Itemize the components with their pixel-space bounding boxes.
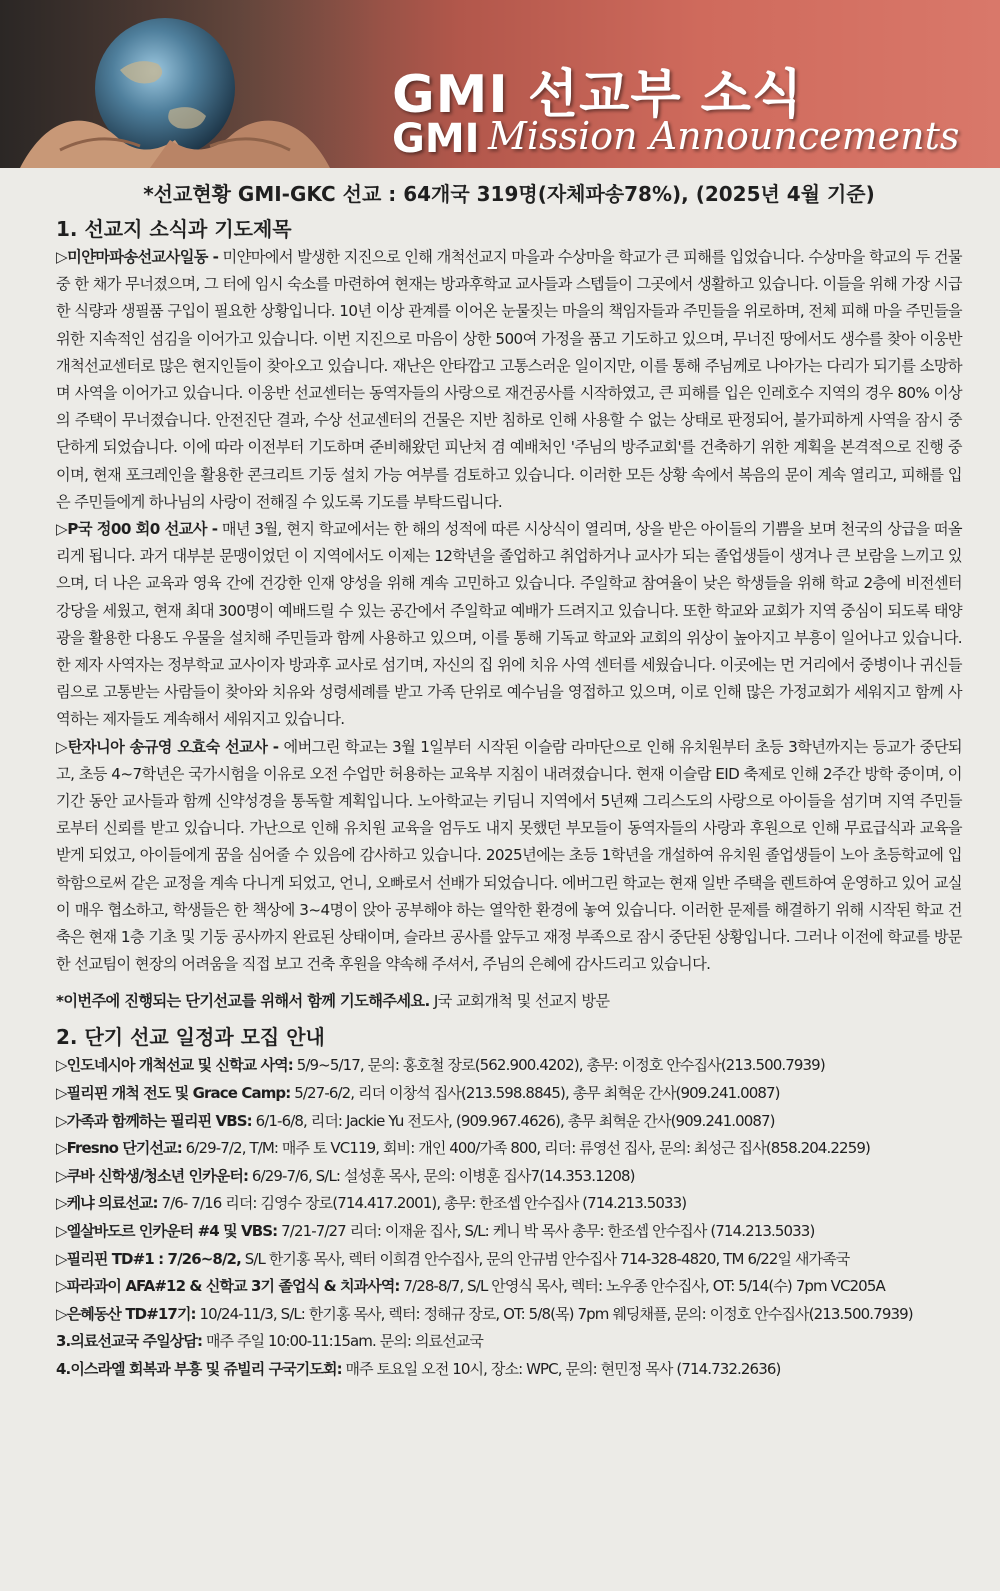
schedule-lead: ▷엘살바도르 인카운터 #4 및 VBS: [56, 1222, 278, 1241]
section-title-short-term-schedule: 2. 단기 선교 일정과 모집 안내 [56, 1025, 325, 1050]
schedule-body: S/L 한기홍 목사, 렉터 이희겸 안수집사, 문의 안규범 안수집사 714-328-4820, TM 6/22일 새가족국 [240, 1249, 850, 1268]
short-term-mission-list [56, 1052, 962, 1328]
list-item [56, 1273, 962, 1301]
news-item-tanzania [56, 734, 962, 979]
schedule-lead: ▷Fresno 단기선교: [56, 1139, 182, 1158]
list-item [56, 1135, 962, 1163]
schedule-body: 7/28-8/7, S/L 안영식 목사, 렉터: 노우종 안수집사, OT: 5/14(수) 7pm VC205A [399, 1277, 885, 1296]
medical-consultation-notice [56, 1328, 962, 1356]
schedule-lead: ▷케냐 의료선교: [56, 1194, 158, 1213]
header-banner [0, 0, 1000, 168]
news-item-lead: ▷P국 정00 회0 선교사 - [56, 520, 218, 539]
list-item [56, 1163, 962, 1191]
list-item [56, 1190, 962, 1218]
section4-body: 매주 토요일 오전 10시, 장소: WPC, 문의: 현민정 목사 (714.732.2636) [341, 1360, 781, 1379]
prayer-notice-lead: *이번주에 진행되는 단기선교를 위해서 함께 기도해주세요. [56, 992, 430, 1011]
section3-lead: 3.의료선교국 주일상담: [56, 1332, 203, 1351]
schedule-lead: ▷은혜동산 TD#17기: [56, 1304, 196, 1323]
section3-body: 매주 주일 10:00-11:15am. 문의: 의료선교국 [202, 1332, 483, 1351]
news-item-body: 에버그린 학교는 3월 1일부터 시작된 이슬람 라마단으로 인해 유치원부터 초등 3학년까지는 등교가 중단되고, 초등 4~7학년은 국가시험을 이유로 오전 수업만 허용하는 교육부 지침이 내려졌습니다. 현재 이슬람 EID 축제로 인해 2주간 방학 중이며, 이 기간 동안 교사들과 함께 신약성경을 통독할 계획입니다. 노아학교는 키딤니 지역에서 5년째 그리스도의 사랑으로 아이들을 섬기며 지역 주민들로부터 신뢰를 받고 있습니다. 가난으로 인해 유치원 교육을 엄두도 내지 못했던 부모들이 동역자들의 사랑과 후원으로 인해 무료급식과 교육을 받게 되었고, 아이들에게 꿈을 심어줄 수 있음에 감사하고 있습니다. 2025년에는 초등 1학년을 개설하여 유치원 졸업생들이 노아 초등학교에 입학함으로써 같은 교정을 계속 다니게 되었고, 언니, 오빠로서 선배가 되었습니다. 에버그린 학교는 현재 일반 주택을 렌트하여 운영하고 있어 교실이 매우 협소하고, 학생들은 한 책상에 3~4명이 앉아 공부해야 하는 열악한 환경에 놓여 있습니다. 이러한 문제를 해결하기 위해 시작된 학교 건축은 현재 1층 기초 및 기둥 공사까지 완료된 상태이며, 슬라브 공사를 앞두고 재정 부족으로 잠시 중단된 상황입니다. 그러나 이전에 학교를 방문한 선교팀이 현장의 어려움을 직접 보고 건축 후원을 약속해 주셔서, 주님의 은혜에 감사드리고 있습니다. [56, 737, 962, 974]
news-item-myanmar [56, 244, 962, 516]
schedule-body: 6/1-6/8, 리더: Jackie Yu 전도사, (909.967.4626), 총무 최혁운 간사(909.241.0087) [251, 1111, 775, 1130]
list-item [56, 1108, 962, 1136]
section-title-mission-news: 1. 선교지 소식과 기도제목 [56, 217, 292, 241]
prayer-notice-body: J국 교회개척 및 선교지 방문 [429, 992, 610, 1011]
israel-prayer-meeting-notice [56, 1356, 962, 1384]
news-item-body: 미얀마에서 발생한 지진으로 인해 개척선교지 마을과 수상마을 학교가 큰 피해를 입었습니다. 수상마을 학교의 두 건물 중 한 채가 무너졌으며, 그 터에 임시 숙소를 마련하여 현재는 방과후학교 교사들과 스텝들이 그곳에서 생활하고 있습니다. 이들을 위해 가장 시급한 식량과 생필품 구입이 필요한 상황입니다. 10년 이상 관계를 이어온 눈물짓는 마을의 책임자들과 주민들을 위로하며, 전체 피해 마을 주민들을 위한 지속적인 섬김을 이어가고 있습니다. 이번 지진으로 마음이 상한 500여 가정을 품고 기도하고 있으며, 무너진 땅에서도 생수를 찾아 이웅반 개척선교센터로 많은 현지인들이 찾아오고 있습니다. 재난은 안타깝고 고통스러운 일이지만, 이를 통해 주님께로 나아가는 다리가 되기를 소망하며 사역을 이어가고 있습니다. 이웅반 선교센터는 동역자들의 사랑으로 재건공사를 시작하였고, 큰 피해를 입은 인레호수 지역의 경우 80% 이상의 주택이 무너졌습니다. 안전진단 결과, 수상 선교센터의 건물은 지반 침하로 인해 사용할 수 없는 상태로 판정되어, 불가피하게 사역을 잠시 중단하게 되었습니다. 이에 따라 이전부터 기도하며 준비해왔던 피난처 겸 예배처인 '주님의 방주교회'를 건축하기 위한 계획을 본격적으로 진행 중이며, 현재 포크레인을 활용한 콘크리트 기둥 설치 가능 여부를 검토하고 있습니다. 이러한 모든 상황 속에서 복음의 문이 계속 열리고, 피해를 입은 주민들에게 하나님의 사랑이 전해질 수 있도록 기도를 부탁드립니다. [56, 248, 963, 511]
prayer-notice [56, 988, 962, 1015]
schedule-body: 6/29-7/2, T/M: 매주 토 VC119, 회비: 개인 400/가족 800, 리더: 류영선 집사, 문의: 최성근 집사(858.204.2259) [181, 1139, 870, 1158]
hands-holding-earth-icon [0, 0, 380, 168]
schedule-lead: ▷파라과이 AFA#12 & 신학교 3기 졸업식 & 치과사역: [56, 1277, 400, 1296]
page-title-english: Mission Announcements [488, 114, 960, 158]
news-item-lead: ▷탄자니아 송규영 오효숙 선교사 - [56, 737, 279, 756]
schedule-lead: ▷필리핀 개척 전도 및 Grace Camp: [56, 1084, 291, 1103]
news-item-body: 매년 3월, 현지 학교에서는 한 해의 성적에 따른 시상식이 열리며, 상을 받은 아이들의 기쁨을 보며 천국의 상급을 떠올리게 됩니다. 과거 대부분 문맹이었던 이 지역에서도 이제는 12학년을 졸업하고 취업하거나 교사가 되는 졸업생들이 생겨나 큰 보람을 느끼고 있으며, 더 나은 교육과 영육 간에 건강한 인재 양성을 위해 계속 고민하고 있습니다. 주일학교 참여율이 낮은 학생들을 위해 학교 2층에 비전센터 강당을 세웠고, 현재 최대 300명이 예배드릴 수 있는 공간에서 주일학교 예배가 드려지고 있습니다. 또한 학교와 교회가 지역 중심이 되도록 태양광을 활용한 다용도 우물을 설치해 주민들과 함께 사용하고 있으며, 이를 통해 기독교 학교와 교회의 위상이 높아지고 부흥이 일어나고 있습니다. 한 제자 사역자는 정부학교 교사이자 방과후 교사로 섬기며, 자신의 집 위에 치유 사역 센터를 세웠습니다. 이곳에는 먼 거리에서 중병이나 귀신들림으로 고통받는 사람들이 찾아와 치유와 성령세례를 받고 가족 단위로 예수님을 영접하고 있으며, 이로 인해 많은 가정교회가 세워지고 함께 사역하는 제자들도 계속해서 세워지고 있습니다. [56, 520, 962, 729]
schedule-body: 6/29-7/6, S/L: 설성훈 목사, 문의: 이병훈 집사7(14.353.1208) [248, 1166, 635, 1185]
schedule-body: 5/27-6/2, 리더 이창석 집사(213.598.8845), 총무 최혁운 간사(909.241.0087) [290, 1084, 780, 1103]
mission-status-summary: *선교현황 GMI-GKC 선교 : 64개국 319명(자체파송78%), (2025년 4월 기준) [143, 182, 875, 206]
list-item [56, 1301, 962, 1329]
list-item [56, 1080, 962, 1108]
schedule-body: 10/24-11/3, S/L: 한기홍 목사, 렉터: 정해규 장로, OT: 5/8(목) 7pm 웨딩채플, 문의: 이정호 안수집사(213.500.7939) [195, 1304, 913, 1323]
schedule-lead: ▷인도네시아 개척선교 및 신학교 사역: [56, 1056, 293, 1075]
news-item-p-country [56, 516, 962, 734]
news-item-lead: ▷미얀마파송선교사일동 - [56, 248, 219, 266]
schedule-lead: ▷쿠바 신학생/청소년 인카운터: [56, 1166, 249, 1185]
page-title-english-prefix: GMI [392, 116, 480, 162]
schedule-body: 7/21-7/27 리더: 이재윤 집사, S/L: 케니 박 목사 총무: 한조셉 안수집사 (714.213.5033) [277, 1222, 815, 1241]
schedule-lead: ▷가족과 함께하는 필리핀 VBS: [56, 1111, 252, 1130]
schedule-lead: ▷필리핀 TD#1 : 7/26~8/2, [56, 1249, 241, 1268]
list-item [56, 1052, 962, 1080]
list-item [56, 1218, 962, 1246]
schedule-body: 5/9~5/17, 문의: 홍호철 장로(562.900.4202), 총무: 이정호 안수집사(213.500.7939) [292, 1056, 825, 1075]
page-title-korean: GMI 선교부 소식 [392, 65, 804, 125]
section4-lead: 4.이스라엘 회복과 부흥 및 쥬빌리 구국기도회: [56, 1360, 342, 1379]
list-item [56, 1246, 962, 1274]
schedule-body: 7/6- 7/16 리더: 김영수 장로(714.417.2001), 총무: 한조셉 안수집사 (714.213.5033) [157, 1194, 687, 1213]
announcement-body [0, 168, 1000, 1384]
